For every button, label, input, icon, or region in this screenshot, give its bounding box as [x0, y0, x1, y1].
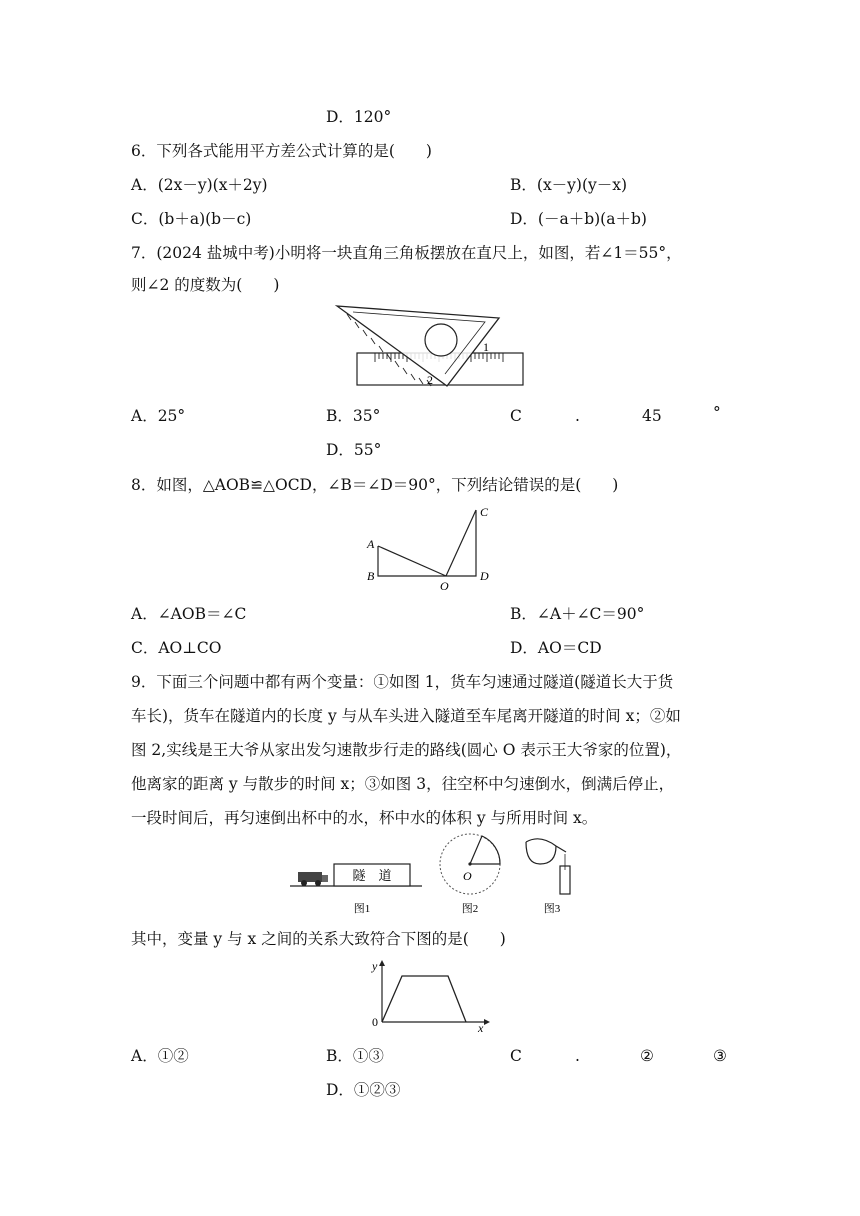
q5-option-d: D．120°	[326, 108, 392, 126]
q8-triangles-figure	[362, 502, 502, 592]
q6-option-a: A．(2x－y)(x＋2y)	[131, 176, 268, 194]
q9-option-c-second: ③	[713, 1047, 727, 1065]
q7-option-d: D．55°	[326, 441, 382, 459]
q9-stem-line4: 他离家的距离 y 与散步的时间 x；③如图 3，往空杯中匀速倒水，倒满后停止，	[131, 775, 675, 793]
q9-caption-fig1: 图1	[353, 903, 371, 915]
q9-figures	[290, 832, 590, 918]
q8-label-a: A	[367, 537, 375, 551]
q7-option-a: A．25°	[131, 407, 186, 425]
cup-icon	[560, 854, 570, 894]
q7-stem-line1: 7．(2024 盐城中考)小明将一块直角三角板摆放在直尺上，如图，若∠1＝55°，	[131, 244, 682, 262]
q9-stem-line2: 车长)，货车在隧道内的长度 y 与从车头进入隧道至车尾离开隧道的时间 x；②如	[131, 707, 681, 725]
q9-option-c-dot: .	[575, 1047, 580, 1065]
q8-stem: 8．如图，△AOB≌△OCD，∠B＝∠D＝90°，下列结论错误的是( )	[131, 476, 619, 494]
q8-label-c: C	[480, 505, 489, 519]
q8-label-o: O	[440, 579, 449, 593]
q9-graph	[360, 956, 500, 1036]
q9-option-d: D．①②③	[326, 1081, 401, 1099]
q8-option-d: D．AO＝CD	[510, 639, 602, 657]
q8-label-d: D	[480, 569, 489, 583]
teapot-icon	[526, 839, 566, 864]
q9-option-c-letter: C	[510, 1047, 522, 1065]
q9-tunnel-label: 隧 道	[352, 868, 392, 883]
q9-graph-origin: 0	[372, 1015, 378, 1029]
q9-option-b: B．①③	[326, 1047, 384, 1065]
q7-option-c-value: 45	[642, 407, 662, 425]
truck-icon	[298, 872, 328, 886]
q9-graph-x-label: x	[478, 1021, 484, 1035]
q9-option-c-first: ②	[640, 1047, 654, 1065]
q9-graph-y-label: y	[372, 959, 378, 973]
q8-option-b: B．∠A＋∠C＝90°	[510, 605, 645, 623]
q7-angle-2-label: 2	[427, 373, 433, 387]
q9-caption-fig3: 图3	[543, 903, 561, 915]
q6-option-b: B．(x－y)(y－x)	[510, 176, 628, 194]
q7-angle-1-label: 1	[483, 340, 489, 354]
q9-caption-fig2: 图2	[461, 903, 479, 915]
q9-fig2-o-label: O	[463, 869, 472, 883]
q6-stem: 6．下列各式能用平方差公式计算的是( )	[131, 142, 432, 160]
q7-option-c-dot: .	[575, 407, 580, 425]
q7-ruler-triangle-figure	[335, 300, 535, 392]
q6-option-d: D．(－a＋b)(a＋b)	[510, 210, 647, 228]
q7-option-b: B．35°	[326, 407, 381, 425]
q9-stem-line3: 图 2,实线是王大爷从家出发匀速散步行走的路线(圆心 O 表示王大爷家的位置)，	[131, 741, 682, 759]
q8-label-b: B	[367, 569, 375, 583]
q7-option-c-letter: C	[510, 407, 522, 425]
q7-option-c-degree: °	[713, 404, 721, 422]
q8-option-c: C．AO⊥CO	[131, 639, 222, 657]
q6-option-c: C．(b＋a)(b－c)	[131, 210, 252, 228]
q8-option-a: A．∠AOB＝∠C	[131, 605, 247, 623]
q9-question: 其中，变量 y 与 x 之间的关系大致符合下图的是( )	[131, 930, 506, 948]
q7-stem-line2: 则∠2 的度数为( )	[131, 276, 280, 294]
q9-stem-line5: 一段时间后，再匀速倒出杯中的水，杯中水的体积 y 与所用时间 x。	[131, 809, 598, 827]
q9-stem-line1: 9．下面三个问题中都有两个变量：①如图 1，货车匀速通过隧道(隧道长大于货	[131, 673, 674, 691]
q9-option-a: A．①②	[131, 1047, 189, 1065]
